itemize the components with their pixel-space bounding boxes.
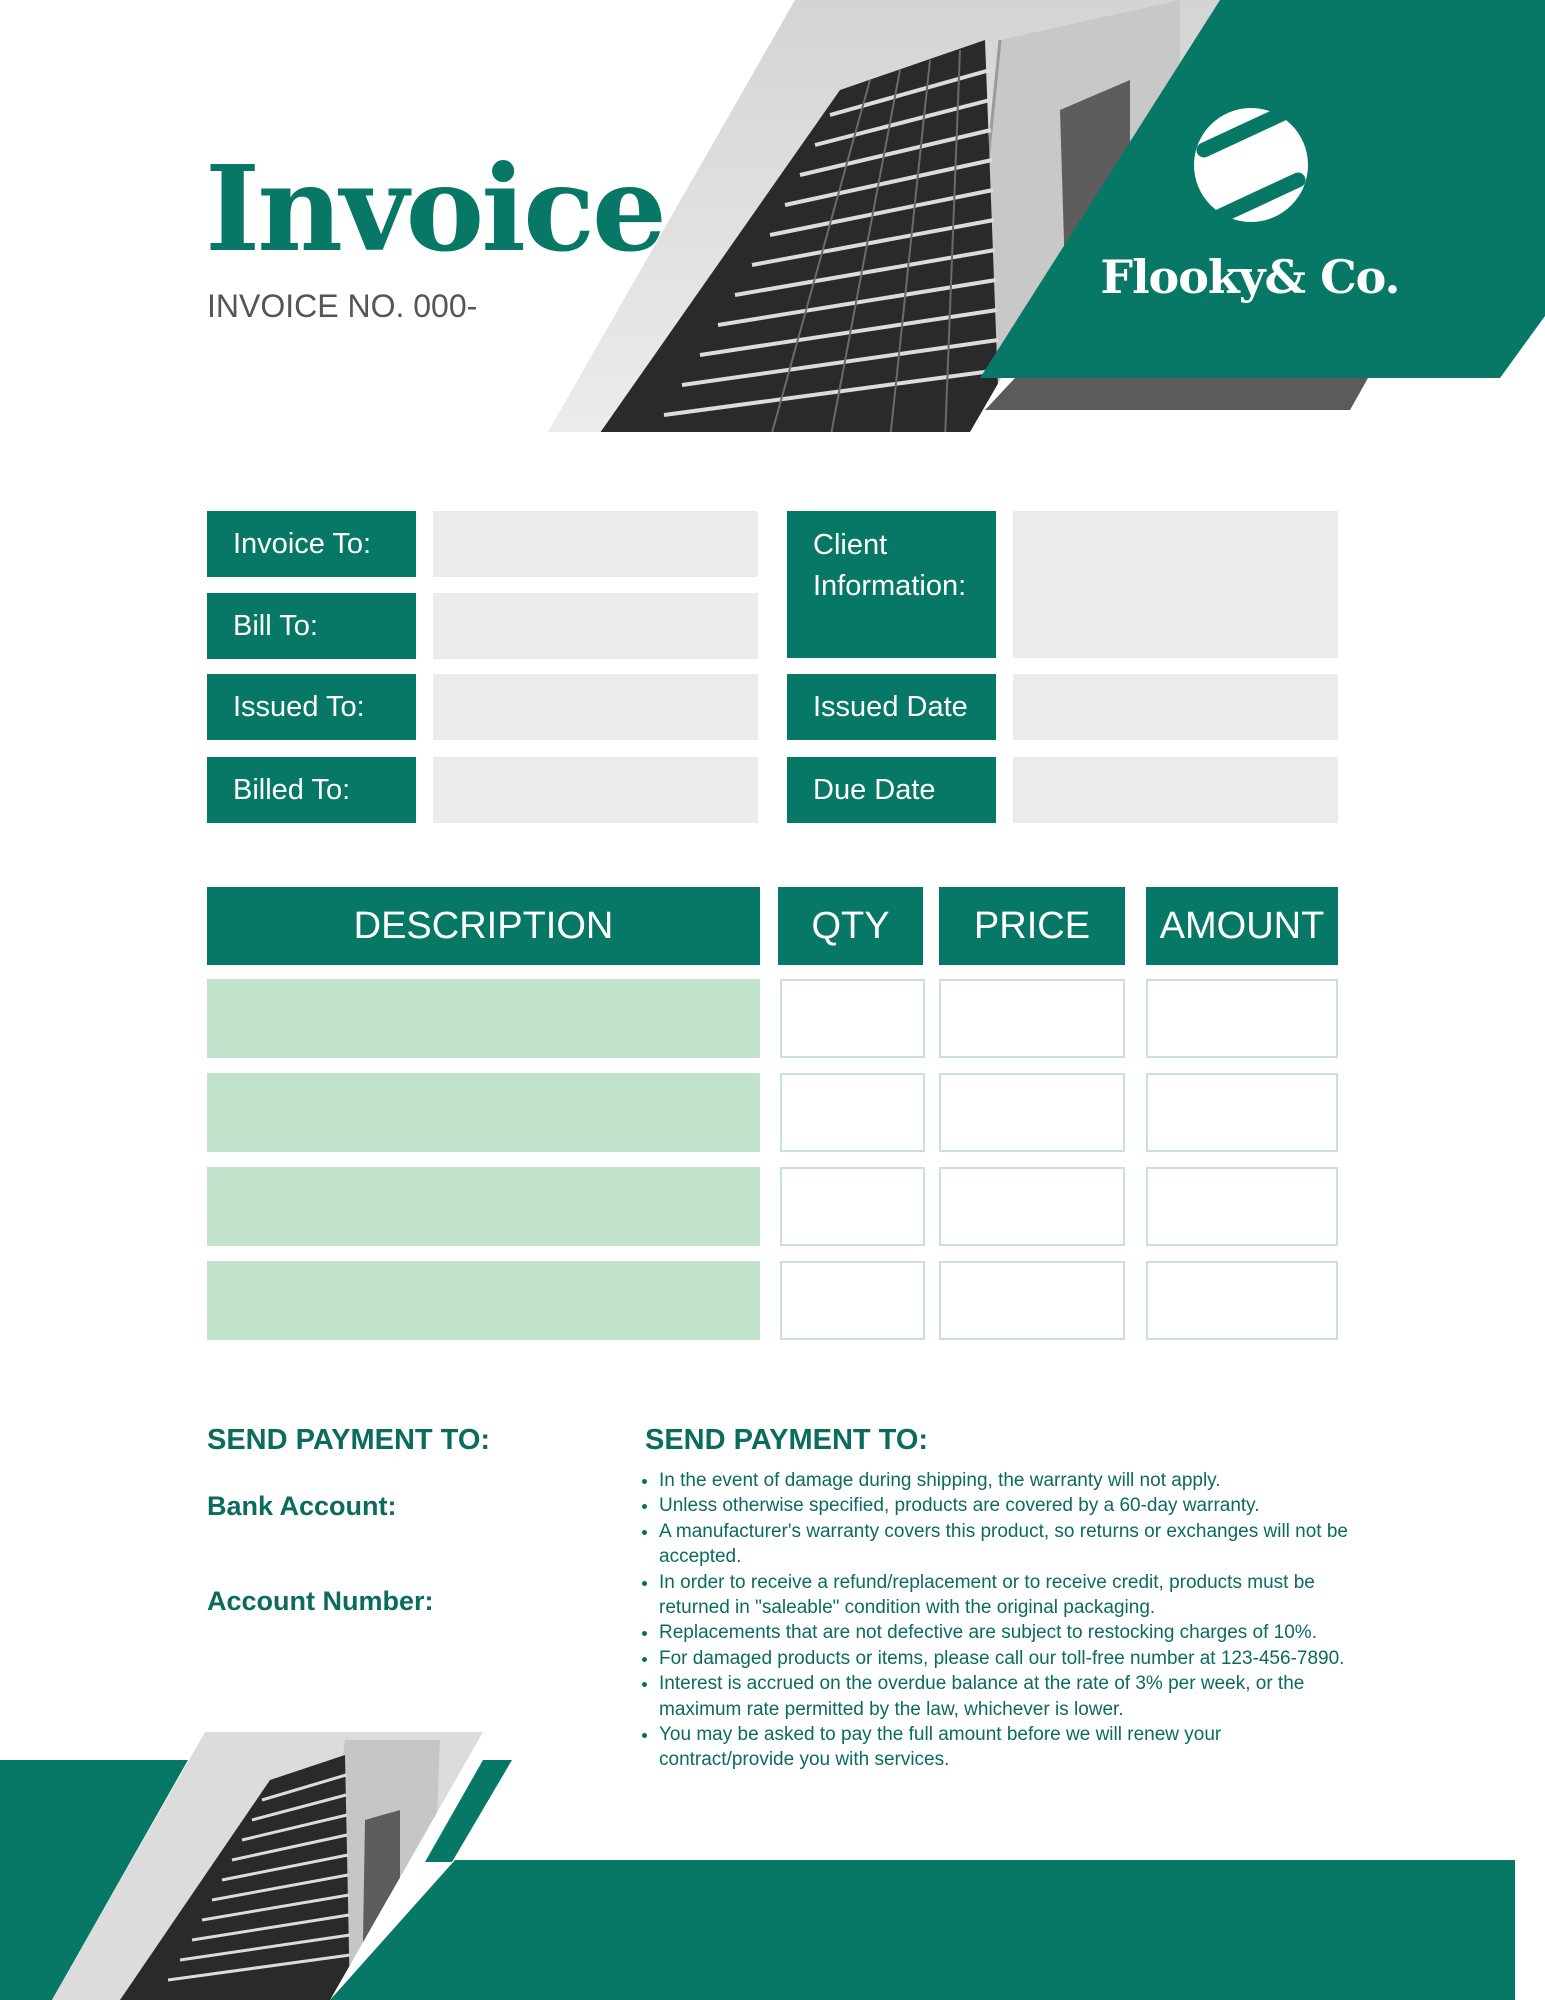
terms-item: • Replacements that are not defective are subject to restocking charges of 10%. xyxy=(659,1620,1359,1645)
payment-heading-left: SEND PAYMENT TO: xyxy=(207,1424,491,1456)
account-number-label: Account Number: xyxy=(207,1586,434,1616)
client-information-label: Client Information: xyxy=(787,511,996,658)
invoice-to-field[interactable] xyxy=(433,511,758,577)
qty-cell[interactable] xyxy=(780,1073,925,1152)
terms-item: • In order to receive a refund/replacement or to receive credit, products must be returned in "saleable" condition with the original packaging. xyxy=(659,1570,1359,1621)
description-cell[interactable] xyxy=(207,1261,760,1340)
due-date-field[interactable] xyxy=(1013,757,1338,823)
price-header: PRICE xyxy=(939,887,1125,965)
terms-item: • In the event of damage during shipping, the warranty will not apply. xyxy=(659,1468,1359,1493)
company-name: Flooky& Co. xyxy=(1100,250,1400,304)
invoice-number: INVOICE NO. 000- xyxy=(207,288,478,324)
qty-cell[interactable] xyxy=(780,1167,925,1246)
price-cell[interactable] xyxy=(939,1073,1125,1152)
terms-item: • You may be asked to pay the full amount before we will renew your contract/provide you with services. xyxy=(659,1722,1359,1773)
qty-cell[interactable] xyxy=(780,979,925,1058)
amount-cell[interactable] xyxy=(1146,979,1338,1058)
amount-cell[interactable] xyxy=(1146,1167,1338,1246)
issued-to-field[interactable] xyxy=(433,674,758,740)
description-cell[interactable] xyxy=(207,1073,760,1152)
footer-band-left xyxy=(0,1760,188,2000)
client-information-field[interactable] xyxy=(1013,511,1338,658)
banner-shadow xyxy=(985,378,1368,410)
issued-date-field[interactable] xyxy=(1013,674,1338,740)
price-cell[interactable] xyxy=(939,979,1125,1058)
terms-item: • For damaged products or items, please call our toll-free number at 123-456-7890. xyxy=(659,1646,1359,1671)
company-logo-icon xyxy=(1194,108,1308,222)
qty-cell[interactable] xyxy=(780,1261,925,1340)
terms-item: • Interest is accrued on the overdue balance at the rate of 3% per week, or the maximum rate permitted by the law, whichever is lower. xyxy=(659,1671,1359,1722)
building-photo-bottom xyxy=(40,1730,500,2000)
bill-to-field[interactable] xyxy=(433,593,758,659)
description-cell[interactable] xyxy=(207,1167,760,1246)
bank-account-label: Bank Account: xyxy=(207,1491,397,1521)
amount-header: AMOUNT xyxy=(1146,887,1338,965)
terms-item: • A manufacturer's warranty covers this product, so returns or exchanges will not be accepted. xyxy=(659,1519,1359,1570)
price-cell[interactable] xyxy=(939,1261,1125,1340)
issued-to-label: Issued To: xyxy=(207,674,416,740)
billed-to-label: Billed To: xyxy=(207,757,416,823)
issued-date-label: Issued Date xyxy=(787,674,996,740)
footer-band-right xyxy=(330,1860,1515,2000)
bill-to-label: Bill To: xyxy=(207,593,416,659)
footer-stripe xyxy=(425,1760,512,1862)
invoice-title: Invoice xyxy=(205,139,665,278)
qty-header: QTY xyxy=(778,887,923,965)
terms-list xyxy=(640,1468,1359,1773)
description-cell[interactable] xyxy=(207,979,760,1058)
terms-item: • Unless otherwise specified, products are covered by a 60-day warranty. xyxy=(659,1493,1359,1518)
price-cell[interactable] xyxy=(939,1167,1125,1246)
description-header: DESCRIPTION xyxy=(207,887,760,965)
amount-cell[interactable] xyxy=(1146,1073,1338,1152)
billed-to-field[interactable] xyxy=(433,757,758,823)
amount-cell[interactable] xyxy=(1146,1261,1338,1340)
payment-heading-right: SEND PAYMENT TO: xyxy=(645,1424,929,1456)
due-date-label: Due Date xyxy=(787,757,996,823)
invoice-to-label: Invoice To: xyxy=(207,511,416,577)
